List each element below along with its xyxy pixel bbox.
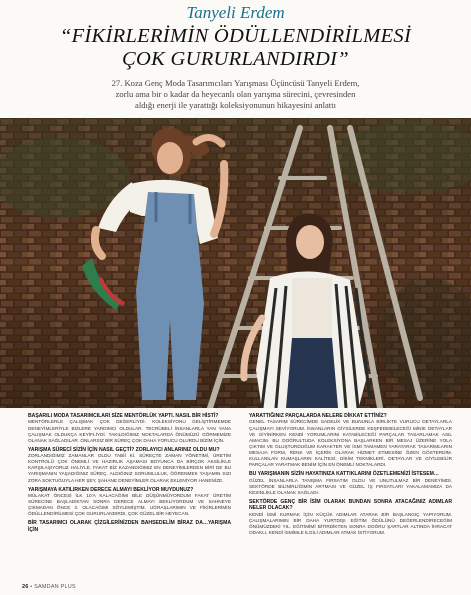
question-4: BİR TASARIMCI OLARAK ÇİZGİLERİNİZDEN BAHSEDELİM BİRAZ DA…YARIŞMA İÇİN <box>28 520 231 533</box>
photo <box>0 118 471 408</box>
magazine-name: SAMDAN PLUS <box>34 584 76 590</box>
answer-5: GENEL TASARIM SÜRECİMDE SADELİK VE BUNUNLA BİRLİKTE VURUCU DETAYLARLA ÇALIŞMAYI SEVİYORUM. İNSANLARIN GİYSİLERDE KEŞFEDEBİLECEĞİ MİNİK DETAYLAR VE GİYİNİRKEN KENDİ YORUMLARINI KATABİLECEĞİ PARÇALAR TASARLAMAK ASIL AMACIM. BU DOĞRULTUDA KOLEKSİYONA BAŞLARKEN BİR MESAJ ÜZERİNE YOLA ÇIKTIM VE OLUŞTURDUĞUM KARAKTER VE İSMİ TAMAMEN YARATARAK TASARIMLARIN MESAJA FORM, RENK VE İÇERİK OLARAK HİZMET ETMESİNE ÖZEN GÖSTERDİM. KULLANILAN KUMAŞLARIN KALİTESİ, DİKİM TEKNİKLERİ, DETAYLAR VE GİYİLEBİLİR PARÇALAR YARATMAK BENİM İÇİN EN ÖNEMLİ NOKTALARDI. <box>249 419 452 468</box>
question-7: SEKTÖRDE GENÇ BİR İSİM OLARAK BUNDAN SONRA ATACAĞINIZ ADIMLAR NELER OLACAK? <box>249 498 452 512</box>
headline-line-1: “FİKİRLERİMİN ÖDÜLLENDİRİLMESİ <box>59 25 412 47</box>
answer-2: ZORLANDIĞIMIZ ZAMANLAR OLDU TABİİ Kİ. SÜREÇTE ZAMAN YÖNETİMİ, ÜRETİM KONTROLÜ ÇOK ÖNEMLİ VE HAZIRLIK AŞAMASI BOYUNCA DA BİRÇOK AKSİLİKLE KARŞILAŞIYORUZ HALİYLE. FAKAT BİZ KAZANDIĞIMIZ EN DENEYİMLERDEN BİRİ DE BU YARIŞMANIN YAŞADIĞINIZ SÜREÇ. ALDIĞINIZ SORUMLULUK, ÖĞRENMEK YAŞAMIN SIZI ZORA SOKTUĞUYLA HER ŞEY, ŞAHANE DENEYİMLER OLARAK EKLENİYOR HANENİZE. <box>28 453 231 483</box>
question-2: YARIŞMA SÜRECİ SİZİN İÇİN NASIL GEÇTİ? ZORLAYICI ANLARINIZ OLDU MU? <box>28 446 220 453</box>
interview-columns <box>28 413 454 581</box>
question-1: BAŞARILI MODA TASARIMCILARI SİZE MENTÖRLÜK YAPTI. NASIL BİR HİSTİ? <box>28 413 219 419</box>
photo-illustration <box>0 118 471 408</box>
footer-separator: • <box>30 584 35 590</box>
answer-7: KENDİ İSMİ KURMAK İÇİN KÜÇÜK ADIMLAR ATARAK BİR BAŞLANGIÇ YAPIYORUM. ÇALIŞMALARIMIN BİR DAHA YURTDIŞI EĞİTİM ÖDÜLÜNÜ DEĞERLENDİRECEĞİM ÖNÜMÜZDEKİ YIL. EĞİTİMİMİ BİTİRDİKTEN SONRA DOĞRU ŞARTLAR ALTINDA İHRACAT ODAKLI, KENDİ İSMİMLE İLGİLİ ADIMLAR ATMAK İSTİYORUM. <box>249 511 452 535</box>
answer-3: MÜLAKAT ÖNCESİ İLK 10’A KALACAĞIMI BİLE DÜŞÜNMÜYORDUM FAKAT ÜRETİM SÜRECİNE BAŞLADIKTAN SONRA DERECE ALMAYI BEKLİYORDUM VE SAHNEYE ÇIKMADAN ÖNCE 3. OLACAĞIMI SÖYLEMİŞTİM. UĞRAŞLARIMIN VE FİKİRLERİMİN ÖDÜLLENDİRİLMESİ ÇOK GURURLANDIRDI, ÇOK GÜZEL BİR HEYECAN. <box>28 493 231 517</box>
headline-line-2: ÇOK GURURLANDIRDI” <box>122 48 349 70</box>
question-6: BU YARIŞMANIN SİZİN HAYATINIZA KATTIKLARINI ÖZETLEMENİZİ İSTESEM… <box>249 471 439 478</box>
page-footer <box>22 584 76 590</box>
question-3: YARIŞMAYA KATILIRKEN DERECE ALMAYI BEKLİYOR MUYDUNUZ? <box>28 486 194 493</box>
designer-name: Tanyeli Erdem <box>186 3 285 22</box>
page-number: 26 <box>22 584 29 590</box>
left-column <box>28 413 231 533</box>
intro-paragraph: 27. Koza Genç Moda Tasarımcıları Yarışması Üçüncüsü Tanyeli Erdem, zorlu ama bir o kadar da heyecanlı olan yarışma sürecini, çevresinden aldığı enerji ile yarattığı koleksiyonunun hikayesini anlattı <box>111 78 360 111</box>
headline <box>40 25 431 71</box>
question-5: YARATTIĞINIZ PARÇALARDA NELERE DİKKAT ETTİNİZ? <box>249 413 387 419</box>
answer-1: MENTÖRLERLE ÇALIŞMAK ÇOK DEĞERLİYDİ. KOLEKSİYONU GELİŞTİRMEMDE DENEYİMLERİYLE BİZLERE YARDIMCI OLDULAR. TECRÜBELİ İNSANLARLA YAN YANA ÇALIŞMAK OLDUKÇA KEYİFLİYDİ. TAKILDIĞIMIZ NOKTALARDA ÖNÜMÜZÜ GÖRMEMİZE OLANAK SAĞLADILAR. ONLARSIZ BİR SÜREÇ ÇOK DAHA YORUCU OLURDU BİZİM İÇİN. <box>28 419 231 443</box>
answer-6: GÜZEL İNSANLARLA TANIŞMA FIRSATIM OLDU VE UNUTULMAZ BİR DENEYİMDİ. SEKTÖRDE BİLİNİRLİĞİMİN ARTMASI VE GÜZEL İŞ FIRSATLARI YAKALAMAMIZA DA KESİNLİKLE OLANAK SAĞLADI. <box>249 477 452 495</box>
right-column <box>249 413 452 536</box>
